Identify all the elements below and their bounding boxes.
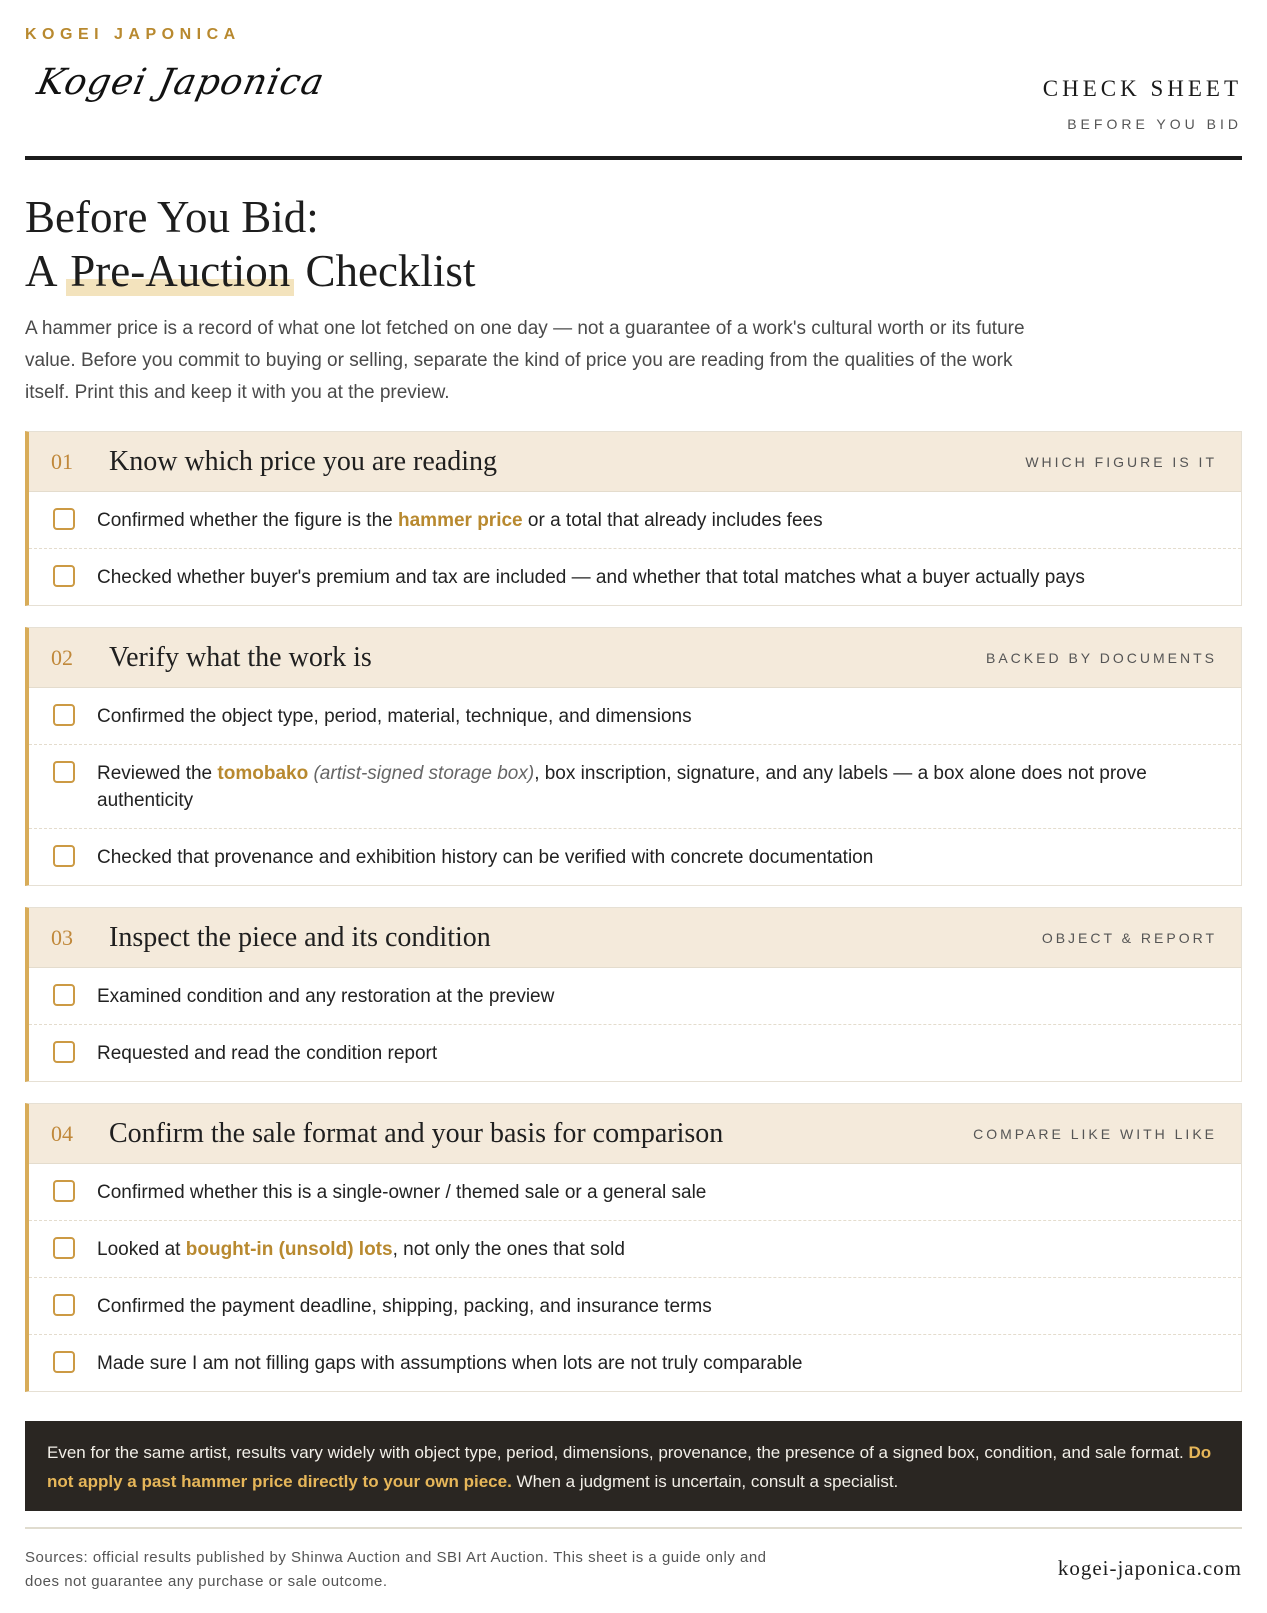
section-tag: OBJECT & REPORT (1041, 929, 1217, 946)
section-number: 03 (51, 924, 73, 950)
warning-callout (25, 1421, 1242, 1511)
item-text: Confirmed the object type, period, material, technique, and dimensions (97, 706, 692, 727)
section-number: 02 (51, 644, 73, 670)
section-header (29, 908, 1241, 968)
section-sale-format (25, 1103, 1242, 1392)
checkbox[interactable] (53, 1351, 75, 1373)
item-text: Confirmed whether this is a single-owner / themed sale or a general sale (97, 1182, 707, 1203)
item-text-post: , not only the ones that sold (392, 1239, 625, 1260)
checklist-item (29, 492, 1241, 548)
title-line-2 (25, 244, 475, 298)
title-line-2-pre: A (25, 246, 67, 296)
section-header (29, 628, 1241, 688)
checklist-item (29, 548, 1241, 605)
section-tag: BACKED BY DOCUMENTS (986, 649, 1217, 666)
title-line-1: Before You Bid: (25, 192, 319, 242)
checkbox[interactable] (53, 508, 75, 530)
section-title: Inspect the piece and its condition (109, 921, 491, 953)
item-text (97, 745, 1213, 828)
section-header (29, 432, 1241, 492)
section-verify (25, 627, 1242, 886)
item-text (97, 492, 823, 548)
item-text: Confirmed the payment deadline, shipping, packing, and insurance terms (97, 1296, 712, 1317)
item-text-post: or a total that already includes fees (522, 510, 823, 531)
page-title (25, 190, 475, 298)
section-price (25, 431, 1242, 606)
checkbox[interactable] (53, 704, 75, 726)
checklist-item (29, 968, 1241, 1024)
footer-divider (25, 1527, 1242, 1529)
item-text (97, 1221, 625, 1277)
item-highlight: bought-in (unsold) lots (185, 1239, 393, 1260)
checkbox[interactable] (53, 565, 75, 587)
section-condition (25, 907, 1242, 1082)
checkbox[interactable] (53, 984, 75, 1006)
item-text-pre: Confirmed whether the figure is the (97, 510, 398, 531)
checkbox[interactable] (53, 1237, 75, 1259)
sheet-title: CHECK SHEET (1042, 76, 1242, 101)
header-divider (25, 156, 1242, 160)
sources-note: Sources: official results published by Shinwa Auction and SBI Art Auction. This sheet is a guide only and does not guarantee any purchase or sale outcome. (25, 1549, 767, 1590)
signature-logo: Kogei Japonica (33, 62, 329, 103)
checkbox[interactable] (53, 1180, 75, 1202)
section-title: Confirm the sale format and your basis for comparison (109, 1117, 724, 1149)
checkbox[interactable] (53, 1041, 75, 1063)
title-line-2-post: Checklist (294, 246, 476, 296)
checklist-item (29, 1164, 1241, 1220)
checklist-item (29, 688, 1241, 744)
callout-emphasis: Do not apply a past hammer price directly to your own piece. (47, 1443, 1212, 1491)
checkbox[interactable] (53, 1294, 75, 1316)
item-text-pre: Looked at (97, 1239, 186, 1260)
section-header (29, 1104, 1241, 1164)
section-number: 04 (51, 1120, 73, 1146)
item-text: Checked whether buyer's premium and tax are included — and whether that total matches what a buyer actually pays (97, 567, 1085, 588)
section-title: Verify what the work is (109, 641, 372, 673)
checklist-item (29, 828, 1241, 885)
item-text-post: , box inscription, signature, and any labels — a box alone does not prove authenticity (97, 763, 1147, 811)
item-highlight: hammer price (398, 510, 523, 531)
section-title: Know which price you are reading (109, 445, 497, 477)
item-text: Requested and read the condition report (97, 1043, 438, 1064)
checkbox[interactable] (53, 845, 75, 867)
item-text: Made sure I am not filling gaps with assumptions when lots are not truly comparable (97, 1353, 803, 1374)
item-note: (artist-signed storage box) (308, 763, 535, 784)
intro-paragraph: A hammer price is a record of what one lot fetched on one day — not a guarantee of a work's cultural worth or its future value. Before you commit to buying or selling, separate the kind of price you are reading from the qualities of the work itself. Print this and keep it with you at the preview. (25, 318, 1025, 403)
item-text-pre: Reviewed the (97, 763, 218, 784)
title-highlight: Pre-Auction (66, 246, 294, 296)
checklist-item (29, 744, 1241, 828)
callout-text-post: When a judgment is uncertain, consult a specialist. (511, 1472, 899, 1491)
item-text: Checked that provenance and exhibition history can be verified with concrete documentation (97, 847, 874, 868)
checklist-item (29, 1024, 1241, 1081)
section-tag: WHICH FIGURE IS IT (1025, 453, 1217, 470)
section-tag: COMPARE LIKE WITH LIKE (973, 1125, 1217, 1142)
checklist-item (29, 1277, 1241, 1334)
item-highlight: tomobako (217, 763, 309, 784)
brand-wordmark: KOGEI JAPONICA (25, 26, 241, 43)
checklist-item (29, 1334, 1241, 1391)
checklist-item (29, 1220, 1241, 1277)
sheet-subtitle: BEFORE YOU BID (1067, 116, 1242, 132)
site-url: kogei-japonica.com (1057, 1556, 1242, 1580)
checkbox[interactable] (53, 761, 75, 783)
item-text: Examined condition and any restoration at the preview (97, 986, 555, 1007)
section-number: 01 (51, 448, 73, 474)
callout-text-pre: Even for the same artist, results vary widely with object type, period, dimensions, provenance, the presence of a signed box, condition, and sale format. (47, 1443, 1189, 1462)
